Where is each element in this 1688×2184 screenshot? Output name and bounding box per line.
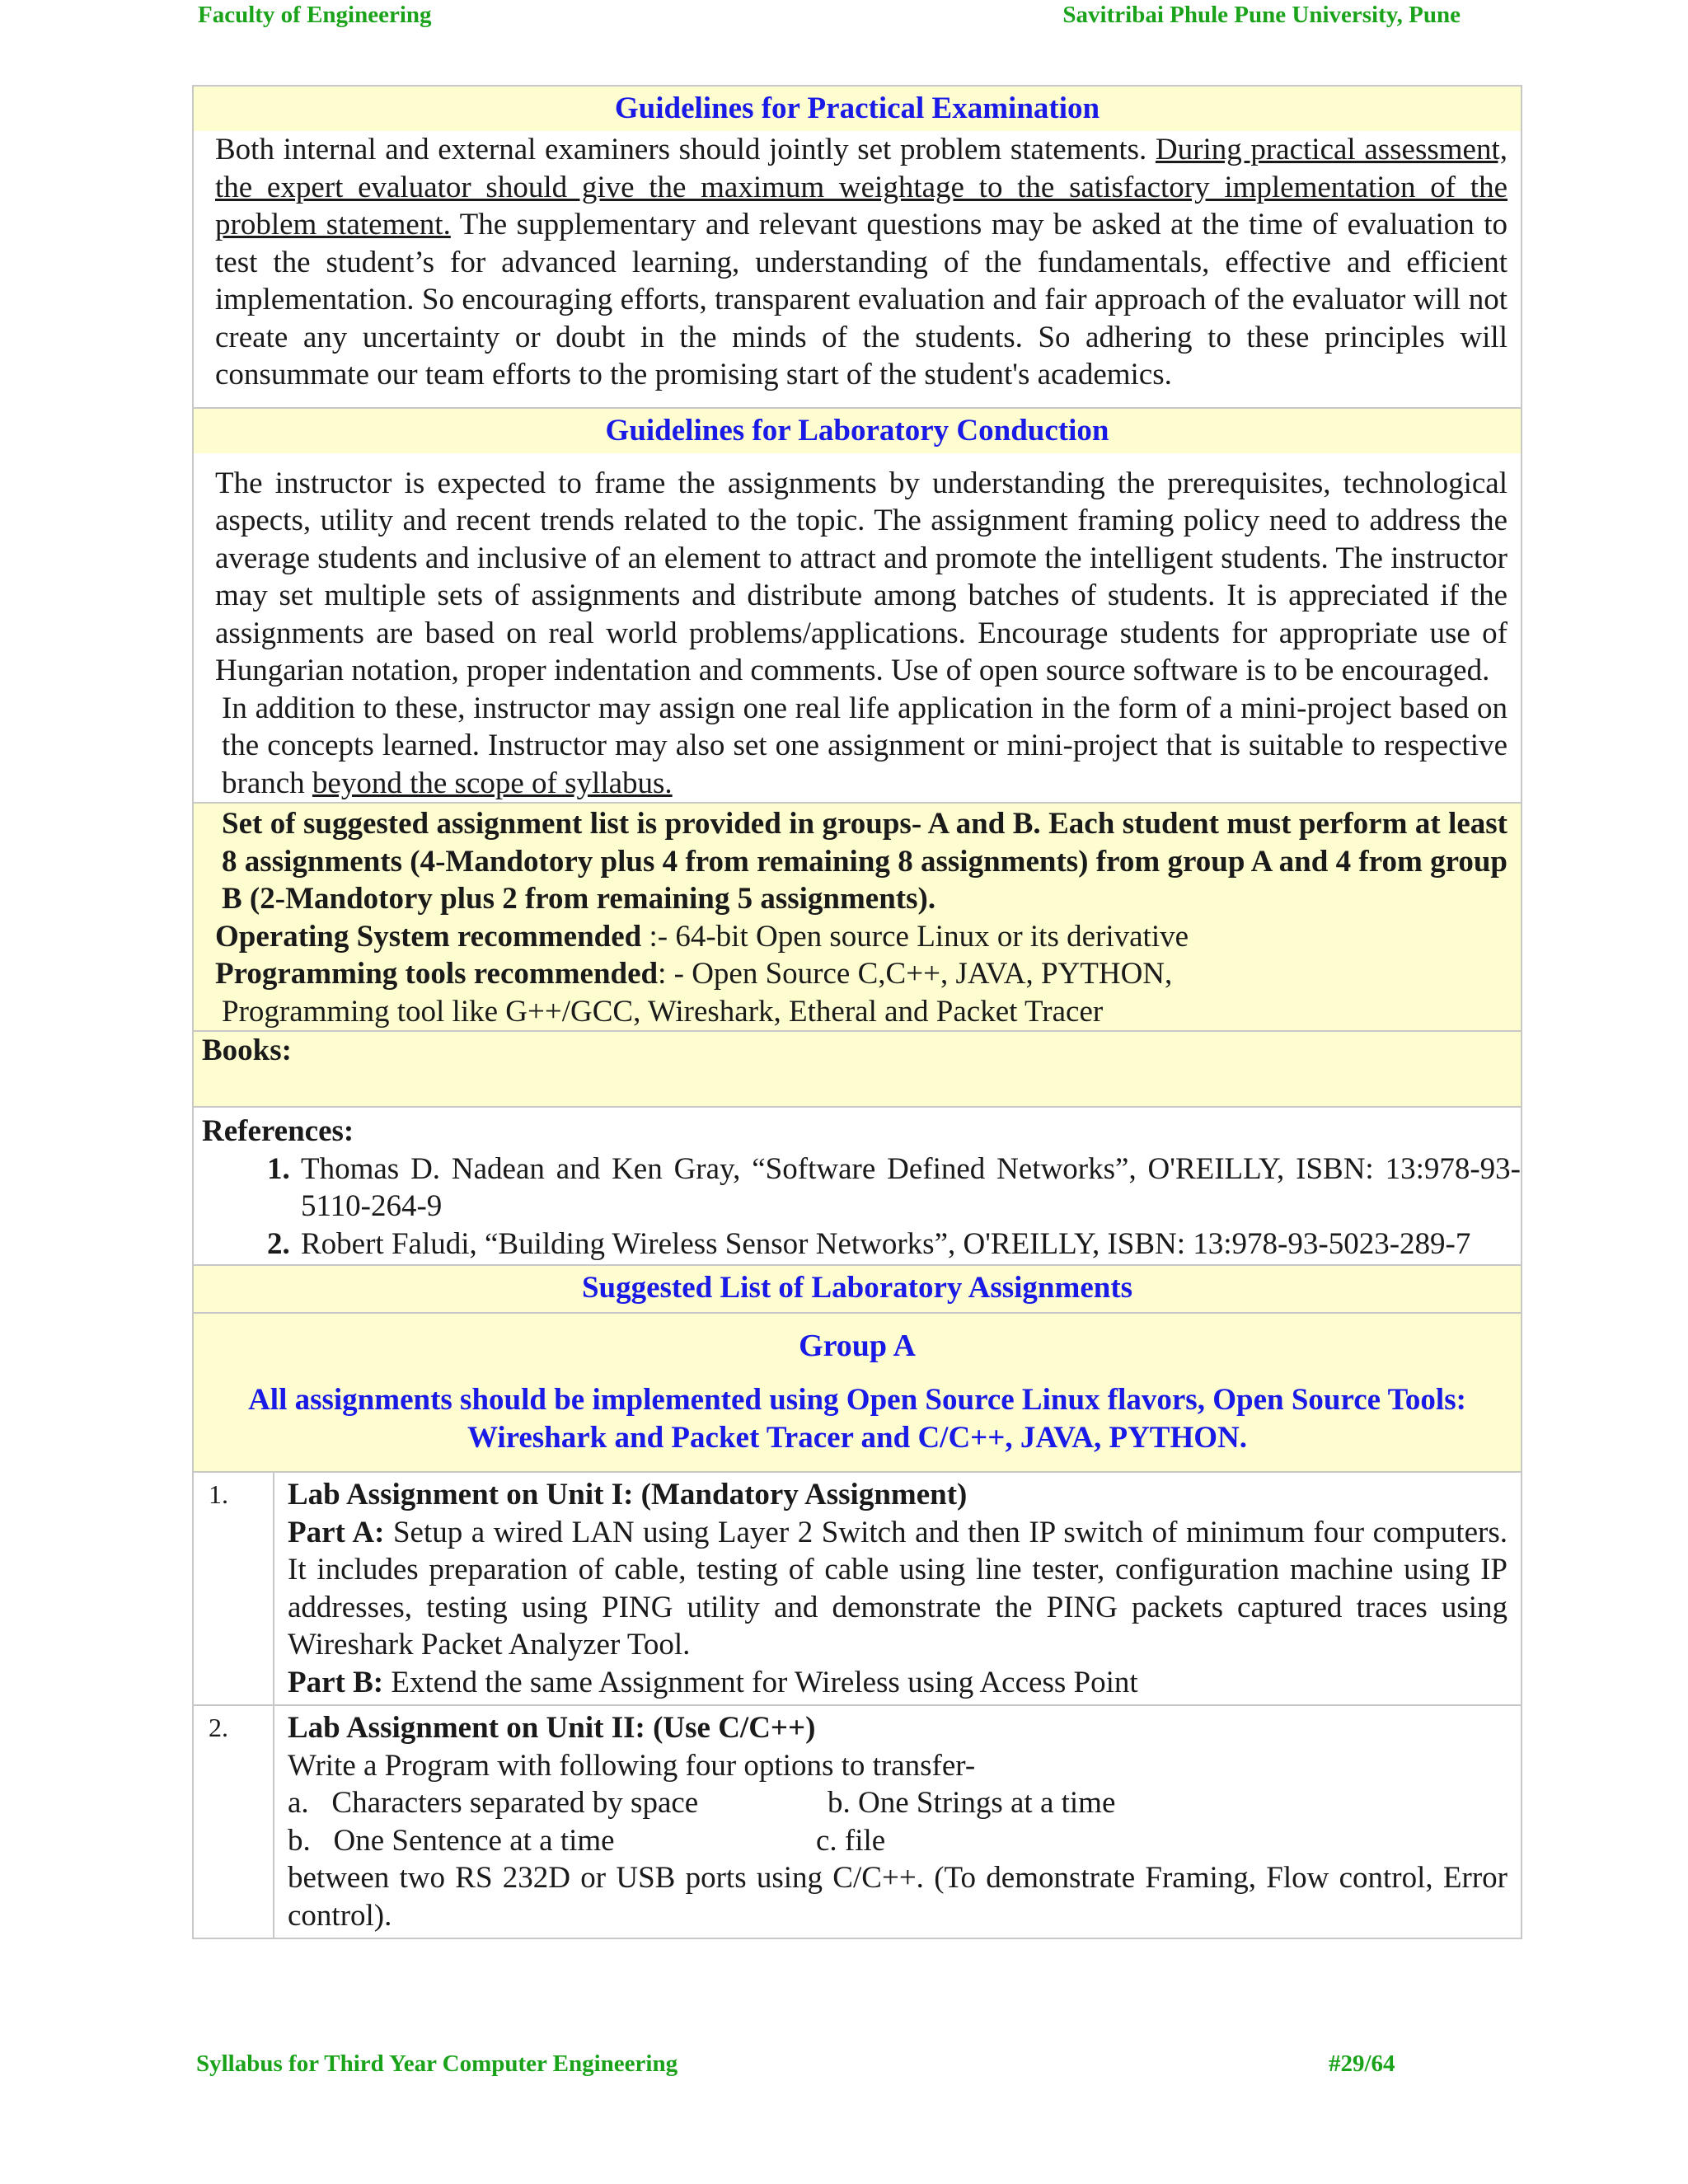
header-faculty: Faculty of Engineering xyxy=(198,2,432,28)
group-a-subtitle: All assignments should be implemented using Open Source Linux flavors, Open Source Tools: Wireshark and Packet Tracer and C/C++, JAVA, PYTHON. xyxy=(248,1383,1466,1455)
suggested-block xyxy=(194,804,1521,1030)
practical-text: Both internal and external examiners should jointly set problem statements. During practical assessment, the expert evaluator should give the maximum weightage to the satisfactory implementation of the problem statement. The supplementary and relevant questions may be asked at the time of evaluation to test the student’s for advanced learning, understanding of the fundamentals, effective and efficient implementation. So encouraging efforts, transparent evaluation and fair approach of the evaluator will not create any uncertainty or doubt in the minds of the students. So adhering to these principles will consummate our team efforts to the promising start of the student's academics. xyxy=(215,133,1508,391)
laboratory-section xyxy=(194,409,1521,804)
row-intro: Write a Program with following four options to transfer- xyxy=(288,1748,976,1783)
tools-recommended: Programming tools recommended: - Open Source C,C++, JAVA, PYTHON, xyxy=(215,957,1173,991)
part-b: Part B: Extend the same Assignment for Wireless using Access Point xyxy=(288,1665,1138,1699)
references-section xyxy=(194,1108,1521,1266)
tools-line-2: Programming tool like G++/GCC, Wireshark, Etheral and Packet Tracer xyxy=(222,994,1104,1029)
row-heading: Lab Assignment on Unit II: (Use C/C++) xyxy=(288,1711,816,1745)
option-item: b. One Strings at a time xyxy=(828,1786,1116,1820)
transfer-options xyxy=(288,1784,1507,1859)
os-recommended: Operating System recommended :- 64-bit Open source Linux or its derivative xyxy=(215,919,1189,954)
option-item: a. Characters separated by space xyxy=(288,1786,699,1820)
option-item: b. One Sentence at a time xyxy=(288,1823,615,1858)
group-a-title: Group A xyxy=(799,1329,916,1363)
reference-item: 1. Thomas D. Nadean and Ken Gray, “Software Defined Networks”, O'REILLY, ISBN: 13:978-93-5110-264-9 xyxy=(298,1151,1521,1226)
suggested-bold: Set of suggested assignment list is provided in groups- A and B. Each student must perform at least 8 assignments (4-Mandotory plus 4 from remaining 8 assignments) from group A and 4 from group B (2-Mandotory plus 2 from remaining 5 assignments). xyxy=(222,807,1507,916)
syllabus-table xyxy=(192,85,1522,1939)
references-block xyxy=(194,1108,1521,1264)
row-number: 2. xyxy=(194,1706,274,1938)
option-item: c. file xyxy=(816,1823,886,1858)
row-outro: between two RS 232D or USB ports using C/C++. (To demonstrate Framing, Flow control, Error control). xyxy=(288,1861,1507,1933)
row-content xyxy=(274,1473,1521,1704)
row-content xyxy=(274,1706,1521,1938)
beyond-syllabus: beyond the scope of syllabus. xyxy=(312,766,673,800)
references-list xyxy=(202,1151,1521,1263)
books-label: Books: xyxy=(202,1033,292,1067)
suggested-section xyxy=(194,804,1521,1032)
laboratory-title: Guidelines for Laboratory Conduction xyxy=(194,409,1521,453)
references-label: References: xyxy=(202,1114,354,1148)
practical-title: Guidelines for Practical Examination xyxy=(194,87,1521,131)
assignments-title-section xyxy=(194,1266,1521,1314)
row-heading: Lab Assignment on Unit I: (Mandatory Assignment) xyxy=(288,1478,968,1511)
part-a: Part A: Setup a wired LAN using Layer 2 Switch and then IP switch of minimum four computers. It includes preparation of cable, testing of cable using line tester, configuration machine using IP addresses, testing using PING utility and demonstrate the PING packets captured traces using Wireshark Packet Analyzer Tool. xyxy=(288,1515,1507,1661)
laboratory-text-2: In addition to these, instructor may assign one real life application in the form of a mini-project based on the concepts learned. Instructor may also set one assignment or mini-project that is suitable to respective branch beyond the scope of syllabus. xyxy=(222,691,1507,800)
header-university: Savitribai Phule Pune University, Pune xyxy=(1062,2,1461,28)
row-number: 1. xyxy=(194,1473,274,1704)
table-row xyxy=(194,1473,1521,1706)
footer-syllabus: Syllabus for Third Year Computer Engineering xyxy=(196,2050,678,2077)
practical-section xyxy=(194,87,1521,409)
page-number: #29/64 xyxy=(1329,2050,1395,2077)
practical-underlined: During practical assessment, the expert evaluator should give the maximum weightage to the satisfactory implementation of the problem statement. xyxy=(215,133,1508,241)
group-a-section xyxy=(194,1314,1521,1473)
books-section xyxy=(194,1032,1521,1108)
reference-item: 2. Robert Faludi, “Building Wireless Sensor Networks”, O'REILLY, ISBN: 13:978-93-5023-289-7 xyxy=(298,1226,1521,1263)
laboratory-text: The instructor is expected to frame the assignments by understanding the prerequisites, technological aspects, utility and recent trends related to the topic. The assignment framing policy need to address the average students and inclusive of an element to attract and promote the intelligent students. The instructor may set multiple sets of assignments and distribute among batches of students. It is appreciated if the assignments are based on real world problems/applications. Encourage students for appropriate use of Hungarian notation, proper indentation and comments. Use of open source software is to be encouraged. xyxy=(215,466,1507,687)
table-row xyxy=(194,1706,1521,1938)
assignments-title: Suggested List of Laboratory Assignments xyxy=(194,1266,1521,1312)
